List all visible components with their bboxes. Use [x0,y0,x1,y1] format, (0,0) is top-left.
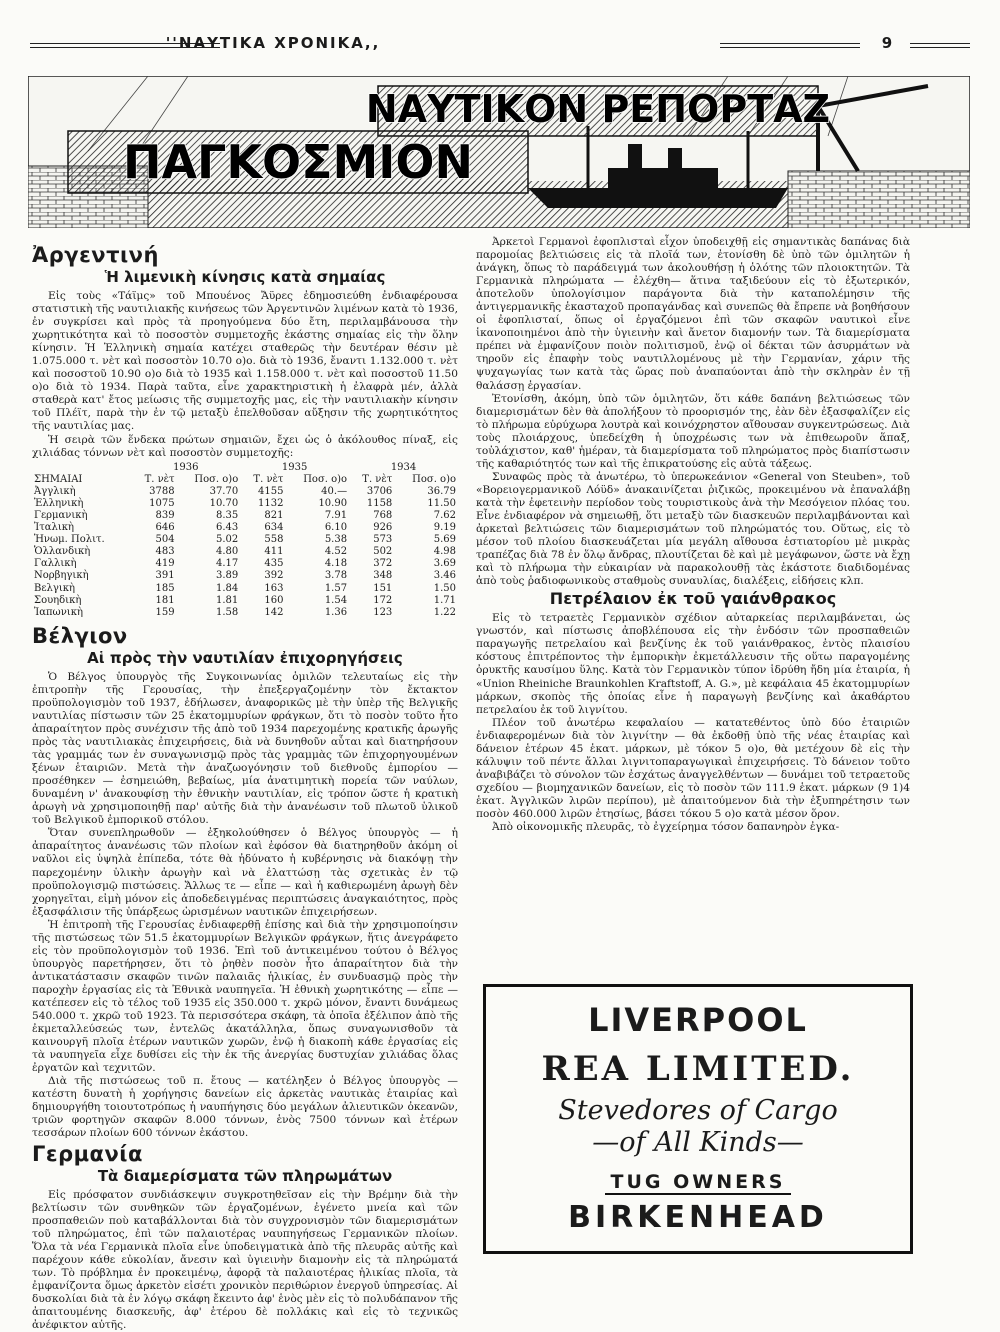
value-cell: 1075 [149,497,175,509]
table-row [32,522,458,534]
flags-tonnage-table [32,462,458,619]
article-paragraph: Ὅταν συνεπληρωθοῦν — ἐξηκολούθησεν ὁ Βέλγος ὑπουργὸς — ἡ ἀπαραίτητος ἀνανέωσις τῶν πλοίων καὶ ἐφόσον θὰ διατηρηθοῦν ἀκόμη οἱ ναῦλοι εἰς ὑψηλὰ ἐπίπεδα, τότε θὰ ἠδύνατο ἡ κυβέρνησις νὰ διακόψῃ τὴν παρεχομένην ὑλικὴν ἀρωγὴν καὶ νὰ ἐλαττώσῃ τὰς σχετικὰς ἐν τῷ προϋπολογισμῷ πιστώσεις. Ἄλλως τε — εἶπε — καὶ ἡ καθιερωμένη ἀρωγὴ δὲν χορηγεῖται, εἰμὴ μόνον εἰς ἀποδεδειγμένας περιπτώσεις ἀναγκαιότητος, πρὸς ἐξασφάλισιν τῆς ὑπάρξεως ὡρισμένων ναυτικῶν ἐπιχειρήσεων. [32,827,458,918]
ad-tug-owners [486,1171,910,1193]
column-header: Τ. νὲτ [362,473,393,485]
header-rule-right [720,43,860,48]
value-cell: 502 [373,546,393,558]
heading-argentina: Ἀργεντινή [32,243,159,267]
article-paragraph: Ἡ ἐπιτροπὴ τῆς Γερουσίας ἐνδιαφερθῇ ἐπίσης καὶ διὰ τὴν χρησιμοποίησιν τῆς πιστώσεως τῶν 51.5 ἑκατομμυρίων Βελγικῶν φράγκων, ἥτις ἀνεγράφετο εἰς τὸν προϋπολογισμὸν τοῦ 1936. Ἐπὶ τοῦ ἀντικειμένου τούτου ὁ Βέλγος ὑπουργὸς παρετήρησεν, ὅτι τὸ ῥηθὲν ποσὸν ἦτο ἀπαραίτητον διὰ τὴν ἀντικατάστασιν σκαφῶν τινῶν παλαιᾶς ἡλικίας, ἐν συνδυασμῷ πρὸς τὴν παροχὴν ἐργασίας εἰς τὰ Ἐθνικὰ ναυπηγεῖα. Ἡ ἐθνικὴ χωρητικότης — εἶπε — κατέπεσεν εἰς τὸ τέλος τοῦ 1935 εἰς 350.000 τ. χκρῶ μόνον, ἔναντι δυνάμεως 540.000 τ. χκρῶ τοῦ 1923. Τὰ περισσότερα σκάφη, τὰ ὁποῖα ἐξέλιπον ἀπὸ τῆς ἐκμεταλλεύσεώς των, ἐντελῶς ἀκατάλληλα, ὅπως συναγωνισθοῦν τὰ καινουργῆ πλοῖα ἑτέρων ναυτικῶν χωρῶν, ἐνῷ ἡ διακοπὴ κάθε ἐργασίας εἰς τὰ ναυπηγεῖα εἶχε δυθίσει εἰς τὴν ἐκ τῆς ἀνεργίας δυστυχίαν χιλιάδας ὅλας ἐργατῶν καὶ τεχνιτῶν. [32,918,458,1075]
column-header: Ποσ. ο)ο [412,473,456,485]
article-paragraph: Ἀπὸ οἰκονομικῆς πλευρᾶς, τὸ ἐγχείρημα τόσον δαπανηρὸν ἐγκα- [492,821,840,834]
value-cell: 172 [373,594,393,606]
value-cell: 40.— [321,485,348,497]
flag-name-cell: Ἰαπωνικὴ [34,606,83,618]
ad-company-name: REA LIMITED. [541,1049,855,1089]
flag-name-cell: Βελγικὴ [34,582,76,594]
flag-name-cell: Γαλλικὴ [34,558,77,570]
value-cell: 483 [155,546,175,558]
journal-title: ''ΝΑΥΤΙΚΑ ΧΡΟΝΙΚΑ,, [165,34,381,52]
value-cell: 558 [264,534,284,546]
heading-germany: Γερμανία [32,1141,143,1166]
flag-name-cell: Σουηδικὴ [34,594,82,606]
value-cell: 3.89 [215,570,239,582]
article-paragraph: Εἰς πρόσφατον συνδιάσκεψιν συγκροτηθεῖσαν εἰς τὴν Βρέμην διὰ τὴν βελτίωσιν τῶν συνθηκῶν τῶν ἐργαζομένων, ἐγένετο μνεία καὶ τῶν προσπαθειῶν ποὺ καταβάλλονται διὰ τὸν συγχρονισμὸν τῶν διαμερισμάτων τοῦ πληρώματος, ἐπὶ τῶν παλαιοτέρας ναυπηγήσεως Γερμανικῶν πλοίων. Ὅλα τὰ νέα Γερμανικὰ πλοῖα εἶνε ὑποδειγματικὰ ἀπὸ τῆς πλευρᾶς αὐτῆς καὶ παρέχουν κάθε εὐκολίαν, ἄνεσιν καὶ ὑγιεινὴν διαμονὴν εἰς τὰ πληρώματά των. Τὸ πρόβλημα ἐν προκειμένῳ, ἀφορᾷ τὰ παλαιοτέρας ἡλικίας πλοῖα, τὰ ἐμφανίζοντα ὅμως ἀρκετὸν εἰσέτι χρονικὸν περιθώριον ἐνεργοῦ ὑπηρεσίας. Αἱ δυσκολίαι διὰ τὰ ἐν λόγῳ σκάφη ἔκειντο ἀφ' ἑνὸς μὲν εἰς τὸ πολυδάπανον τῆς ἀπαιτουμένης διασκευῆς, ἀφ' ἑτέρου δὲ πολλάκις καὶ εἰς τὸ τεχνικῶς ἀνέφικτον αὐτῆς. [32,1188,458,1331]
article-paragraph: Εἰς τὸ τετραετὲς Γερμανικὸν σχέδιον αὐταρκείας περιλαμβάνεται, ὡς γνωστόν, καὶ πίστωσις ἀποβλέπουσα εἰς τὴν ἐνδόσιν τῶν προσπαθειῶν παραγωγῆς πετρελαίου καὶ βενζίνης ἐκ τοῦ γαιάνθρακος, ἐντὸς πλαισίου κόστους ἐπιτρέποντος τὴν ἐμπορικὴν ἐκμετάλλευσιν τῆς οὕτω παραγομένης ὀρυκτῆς καυσίμου ὕλης. Κατὰ τὸν Γερμανικὸν τύπον ἱδρύθη ἤδη μία ἑταιρία, ἡ «Union Rheiniche Braunkohlen Kraftstoff, A. G.», μὲ κεφάλαια 45 ἑκατομμυρίων μάρκων, σκοπὸς τῆς ὁποίας εἶνε ἡ παραγωγὴ βενζίνης καὶ ἀκαθάρτου πετρελαίου ἐκ τοῦ λιγνίτου. [476,612,910,716]
value-cell: 123 [373,606,393,618]
value-cell: 3788 [149,485,175,497]
ad-city-liverpool: LIVERPOOL [588,1001,808,1039]
value-cell: 151 [373,582,393,594]
value-cell: 1.50 [433,582,456,594]
ad-tagline-2: —of All Kinds— [592,1127,804,1158]
subheading-coal-petroleum: Πετρέλαιον ἐκ τοῦ γαιάνθρακος [549,589,837,609]
value-cell: 504 [155,534,175,546]
value-cell: 392 [264,570,284,582]
value-cell: 6.43 [215,522,239,534]
value-cell: 1.84 [215,582,239,594]
article-paragraph: Συναφῶς πρὸς τὰ ἀνωτέρω, τὸ ὑπερωκεάνιον «General von Steuben», τοῦ «Βορειογερμανικοῦ Λόϋδ» ἀνακαινίζεται ῥιζικῶς, προκειμένου νὰ ἐπαναλάβῃ κατὰ τὴν ἐφετεινὴν περίοδον τοὺς τουριστικοὺς ἀνὰ τὴν Μεσόγειον πλόας του. Εἶνε ἐνδιαφέρον νὰ σημειωθῇ, ὅτι μεταξὺ τῶν διασκευῶν περιλαμβάνονται καὶ ἀρκεταὶ βελτιώσεις τῶν διαμερισμάτων τοῦ πληρώματός του. Οὕτως, εἰς τὸ μέσον τοῦ πλοίου διασκευάζεται μία μεγάλη αἴθουσα ἑστιατορίου μὲ μικρὰς τραπέζας διὰ 78 ἐν ὅλῳ ἄνδρας, πλουτίζεται δὲ καὶ μὲ μεγάφωνον, ὥστε νὰ ἔχῃ καὶ τὸ πλήρωμα τὴν εὐκαιρίαν νὰ παρακολουθῇ τὰς ἑκάστοτε διαδιδομένας ἀπὸ τοὺς ῥαδιοφωνικοὺς σταθμοὺς συναυλίας, διαλέξεις, εἰδήσεις κλπ. [476,470,910,588]
value-cell: 142 [264,606,284,618]
value-cell: 5.02 [215,534,239,546]
value-cell: 11.50 [427,497,456,509]
value-cell: 4.18 [324,558,348,570]
value-cell: 10.70 [209,497,239,509]
year-label: 1934 [390,461,417,473]
value-cell: 3.69 [433,558,456,570]
value-cell: 4155 [257,485,284,497]
table-row [32,546,458,558]
value-cell: 926 [373,522,393,534]
table-row [32,498,458,510]
table-row [32,595,458,607]
value-cell: 9.19 [433,522,456,534]
value-cell: 1.36 [324,606,348,618]
value-cell: 573 [373,534,393,546]
article-paragraph: Ὁ Βέλγος ὑπουργὸς τῆς Συγκοινωνίας ὁμιλῶν τελευταίως εἰς τὴν ἐπιτροπὴν τῆς Γερουσίας, τὴν ἐπεξεργαζομένην τὸν ἔκτακτον προϋπολογισμὸν τοῦ 1937, ἐδήλωσεν, ἀναφορικῶς μὲ τὴν ὑπὲρ τῆς Βελγικῆς ναυτιλίας πίστωσιν τῶν 25 ἑκατομμυρίων φράγκων, ὅτι τὸ ποσὸν τοῦτο ἦτο ἀπαραίτητον πρὸς συνέχισιν τῆς ἀπὸ τοῦ 1934 παρεχομένης κρατικῆς ἀρωγῆς πρὸς τὰς ναυτιλιακὰς ἐπιχειρήσεις, διὰ νὰ δυνηθοῦν αὗται καὶ διατηρήσουν τὰς γραμμάς των ἐν συναγωνισμῷ πρὸς τὰς γραμμὰς τῶν ἐπιχορηγουμένων ξένων ἑταιριῶν. Μετὰ τὴν ἀναζωογόνησιν τοῦ διεθνοῦς ἐμπορίου — προσέθηκεν — ἐσημειώθη, βεβαίως, μία ἀνατιμητικὴ πορεία τῶν ναύλων, δυναμένη ν' ἀνακουφίσῃ τὴν ἐθνικὴν ναυτιλίαν, εἰς τρόπον ὥστε ἡ κρατικὴ ἀρωγὴ νὰ χρησιμοποιηθῇ παρ' αὐτῆς διὰ τὴν ἀνανέωσιν τοῦ πλωτοῦ ὑλικοῦ τοῦ Βελγικοῦ ἐμπορικοῦ στόλου. [32,670,458,827]
heading-belgium: Βέλγιον [32,623,128,648]
flag-name-cell: Νορβηγικὴ [34,570,89,582]
value-cell: 839 [155,509,175,521]
value-cell: 36.79 [427,485,456,497]
value-cell: 1.81 [215,594,239,606]
value-cell: 185 [155,582,175,594]
table-header-row [32,474,458,486]
flag-name-cell: Ἰταλικὴ [34,522,74,534]
page-header [30,34,970,56]
value-cell: 7.62 [433,509,456,521]
table-row [32,570,458,582]
subheading-port-traffic: Ἡ λιμενικὴ κίνησις κατὰ σημαίας [104,268,386,286]
article-paragraph: Εἰς τοὺς «Τάϊμς» τοῦ Μπουένος Ἄϋρες ἐδημοσιεύθη ἐνδιαφέρουσα στατιστικὴ τῆς ναυτιλιακῆς κινήσεως τῶν Ἀργεντινῶν λιμένων κατὰ τὸ 1936, ἐν συγκρίσει καὶ πρὸς τὰ προηγούμενα δύο ἔτη, περιλαμβάνουσα τὴν χωρητικότητα καὶ τὸ ποσοστὸν συμμετοχῆς ἑκάστης σημαίας εἰς τὴν ὅλην κίνησιν. Ἡ Ἑλληνικὴ σημαία κατέχει σταθερῶς τὴν δευτέραν θέσιν μὲ 1.075.000 τ. νὲτ καὶ ποσοστὸν 10.70 ο)ο. διὰ τὸ 1936, ἔναντι 1.132.000 τ. νὲτ καὶ ποσοστοῦ 10.90 ο)ο διὰ τὸ 1935 καὶ 1.158.000 τ. νὲτ καὶ ποσοστοῦ 11.50 ο)ο διὰ τὸ 1934. Παρὰ ταῦτα, εἶνε χαρακτηριστικὴ ἡ ἐλαφρὰ μέν, ἀλλὰ σταθερὰ κατ' ἔτος μείωσις τῆς συμμετοχῆς μας, εἰς τὴν ναυτιλιακὴν κίνησιν τοῦ Πλέϊτ, παρὰ τὴν ἐν τῷ μεταξὺ ἐπελθοῦσαν αὔξησιν τῆς χωρητικότητος τῆς ναυτιλίας μας. [32,290,458,433]
value-cell: 4.80 [215,546,239,558]
table-row [32,510,458,522]
article-paragraph: Πλέον τοῦ ἀνωτέρω κεφαλαίου — κατατεθέντος ὑπὸ δύο ἑταιριῶν ἐνδιαφερομένων διὰ τὸν λιγνίτην — θὰ ἐκδοθῇ ὑπὸ τῆς νέας ἑταιρίας καὶ δάνειον ἑτέρων 45 ἑκατ. μάρκων, μὲ τόκον 5 ο)ο, θὰ μετέχουν δὲ εἰς τὴν κάλυψιν τοῦ πέντε ἄλλαι λιγνιτοπαραγωγικαὶ ἐπιχειρήσεις. Τὸ δάνειον τοῦτο ἀναβιβάζει τὸ σύνολον τῶν ἐσχάτως ἀναγγελθέντων — δυνάμει τοῦ τετραετοῦς σχεδίου — βιομηχανικῶν δανείων, εἰς τὸ ποσὸν τῶν 111.9 ἑκατ. μάρκων (9 1)4 ἑκατ. Ἀγγλικῶν λιρῶν περίπου), μὲ ἀπαιτούμενον διὰ τὴν ἐξυπηρέτησιν των ποσὸν 460.000 λιρῶν ἐτησίως, βάσει τόκου 5 ο)ο κατὰ μέσον ὅρον. [476,716,910,820]
banner-title-top: ΝΑΥΤΙΚΟΝ ΡΕΠΟΡΤΑΖ [365,87,831,131]
table-body [32,486,458,619]
value-cell: 4.52 [324,546,348,558]
table-row [32,486,458,498]
flag-name-cell: Ἑλληνικὴ [34,497,84,509]
section-banner [28,76,970,228]
year-label: 1935 [281,461,308,473]
flag-name-cell: Ὁλλανδικὴ [34,546,91,558]
table-row [32,583,458,595]
table-row [32,607,458,619]
value-cell: 5.38 [324,534,348,546]
value-cell: 419 [155,558,175,570]
value-cell: 181 [155,594,175,606]
column-right [476,236,910,834]
column-left [32,242,458,1332]
article-paragraph: Ἡ σειρὰ τῶν ἕνδεκα πρώτων σημαιῶν, ἔχει ὡς ὁ ἀκόλουθος πίναξ, εἰς χιλιάδας τόννων νὲτ καὶ ποσοστὸν συμμετοχῆς: [32,433,458,459]
value-cell: 1.71 [433,594,456,606]
value-cell: 821 [264,509,284,521]
column-header: Τ. νὲτ [144,473,175,485]
subheading-crew-quarters: Τὰ διαμερίσματα τῶν πληρωμάτων [97,1166,393,1185]
value-cell: 4.98 [433,546,456,558]
table-row [32,534,458,546]
value-cell: 159 [155,606,175,618]
value-cell: 1.54 [324,594,348,606]
value-cell: 348 [373,570,393,582]
advertisement-box [483,984,913,1254]
value-cell: 1.57 [324,582,348,594]
table-row [32,558,458,570]
table-year-row [32,462,458,474]
value-cell: 646 [155,522,175,534]
banner-title-bottom: ΠΑΓΚΟΣΜΙΟΝ [122,135,474,189]
value-cell: 163 [264,582,284,594]
article-paragraph: Διὰ τῆς πιστώσεως τοῦ π. ἔτους — κατέληξεν ὁ Βέλγος ὑπουργὸς — κατέστη δυνατὴ ἡ χορήγησις δανείων εἰς ἀρκετὰς ναυτικὰς ἑταιρίας καὶ δημιουργήθη τοιουτοτρόπως ἡ ναυπήγησις δύο μεγάλων ἀλιευτικῶν ὀκεανῶν, τριῶν φορτηγῶν σκαφῶν 8.000 τόννων, ἑνὸς 7500 τόννων καὶ ἑτέρων τεσσάρων πλοίων 600 τόννων ἑκάστου. [32,1075,458,1140]
value-cell: 411 [264,546,284,558]
column-header: ΣΗΜΑΙΑΙ [34,473,83,485]
value-cell: 435 [264,558,284,570]
header-rule-far-right [910,43,970,48]
value-cell: 3.78 [324,570,348,582]
value-cell: 7.91 [324,509,348,521]
subheading-subsidies: Αἱ πρὸς τὴν ναυτιλίαν ἐπιχορηγήσεις [87,648,403,667]
page-number: 9 [881,34,893,52]
ad-tagline: Stevedores of Cargo [558,1095,838,1126]
article-paragraph: Ἐτονίσθη, ἀκόμη, ὑπὸ τῶν ὁμιλητῶν, ὅτι κάθε δαπάνη βελτιώσεως τῶν διαμερισμάτων δὲν θὰ ἀπολήξουν τὸ προορισμόν της, ἐὰν δὲν ἐξασφαλίζεν εἰς τὸ πλήρωμα εὐρύχωρα λουτρὰ καὶ κοινόχρηστον αἴθουσαν συγκεντρώσεως. Διὰ τοὺς πλοιάρχους, ὑπεδείχθη ἡ ὑποχρέωσις των νὰ ἐπιθεωροῦν ἅπαξ, τοὐλάχιστον, καθ' ἡμέραν, τὰ διαμερίσματα τοῦ πληρώματος πρὸς διαπίστωσιν τῆς καθαριότητός των καὶ τῆς ἐπικρατούσης εἰς αὐτὰ τάξεως. [476,392,910,470]
value-cell: 1.22 [433,606,456,618]
banner-illustration [28,76,970,228]
value-cell: 5.69 [433,534,456,546]
value-cell: 37.70 [209,485,239,497]
value-cell: 3.46 [433,570,456,582]
year-label: 1936 [173,461,199,473]
value-cell: 768 [373,509,393,521]
column-header: Ποσ. ο)ο [194,473,239,485]
quay-right [788,171,970,228]
value-cell: 1.58 [215,606,239,618]
value-cell: 1158 [366,497,393,509]
column-header: Ποσ. ο)ο [303,473,348,485]
value-cell: 3706 [366,485,393,497]
value-cell: 634 [264,522,284,534]
flag-name-cell: Ἀγγλικὴ [34,485,76,497]
column-header: Τ. νὲτ [253,473,284,485]
value-cell: 372 [373,558,393,570]
value-cell: 4.17 [215,558,239,570]
ad-city-birkenhead: BIRKENHEAD [568,1200,828,1235]
value-cell: 391 [155,570,175,582]
value-cell: 1132 [257,497,284,509]
flag-name-cell: Ἡνωμ. Πολιτ. [34,534,105,546]
flag-name-cell: Γερμανικὴ [34,509,88,521]
value-cell: 10.90 [318,497,348,509]
value-cell: 160 [264,594,284,606]
ad-tug-owners-text: TUG OWNERS [605,1171,792,1195]
value-cell: 8.35 [215,509,239,521]
article-paragraph: Ἀρκετοὶ Γερμανοὶ ἐφοπλισταὶ εἶχον ὑποδειχθῇ εἰς σημαντικὰς δαπάνας διὰ παρομοίας βελτιώσεις εἰς τὰ πλοῖά των, ἐτονίσθη δὲ ὑπὸ τῶν ὁμιλητῶν ἡ ἀνάγκη, ὅπως τὸ παράδειγμά των ἀκολουθήσῃ ἡ ὁλότης τῶν πλοιοκτητῶν. Τὰ Γερμανικὰ πληρώματα — ἐλέχθη— ἅτινα ταξιδεύουν εἰς τὸ ἐξωτερικόν, ἀποτελοῦν ὑπολογίσιμον παράγοντα διὰ τὴν καταπολέμησιν τῆς ἀντιγερμανικῆς ἑκασταχοῦ προπαγάνδας καὶ συνεπῶς θὰ ἔπρεπε νὰ βοηθήσουν οἱ ἐφοπλισταί, ὅπως οἱ ἐργαζόμενοι ἐπὶ τῶν σκαφῶν ναυτικοὶ εἶνε ἱκανοποιημένοι ἀπὸ τὴν ὑγιεινὴν καὶ ἄνετον διαμονήν των. Τὰ διαμερίσματα πρέπει νὰ ἐμφανίζουν ποιὸν πολιτισμοῦ, ἐνῷ οἱ δέκται τῶν ἀσυρμάτων νὰ τηροῦν εἰς ἐπαφὴν τοὺς ναυτιλλομένους μὲ τὴν Γερμανίαν, χάριν τῆς ψυχαγωγίας των κατὰ τὰς ὥρας ποὺ ἀναπαύονται ἀπὸ τὴν σκληρὰν ἐν τῇ θαλάσσῃ ἐργασίαν. [476,236,910,392]
value-cell: 6.10 [324,522,348,534]
